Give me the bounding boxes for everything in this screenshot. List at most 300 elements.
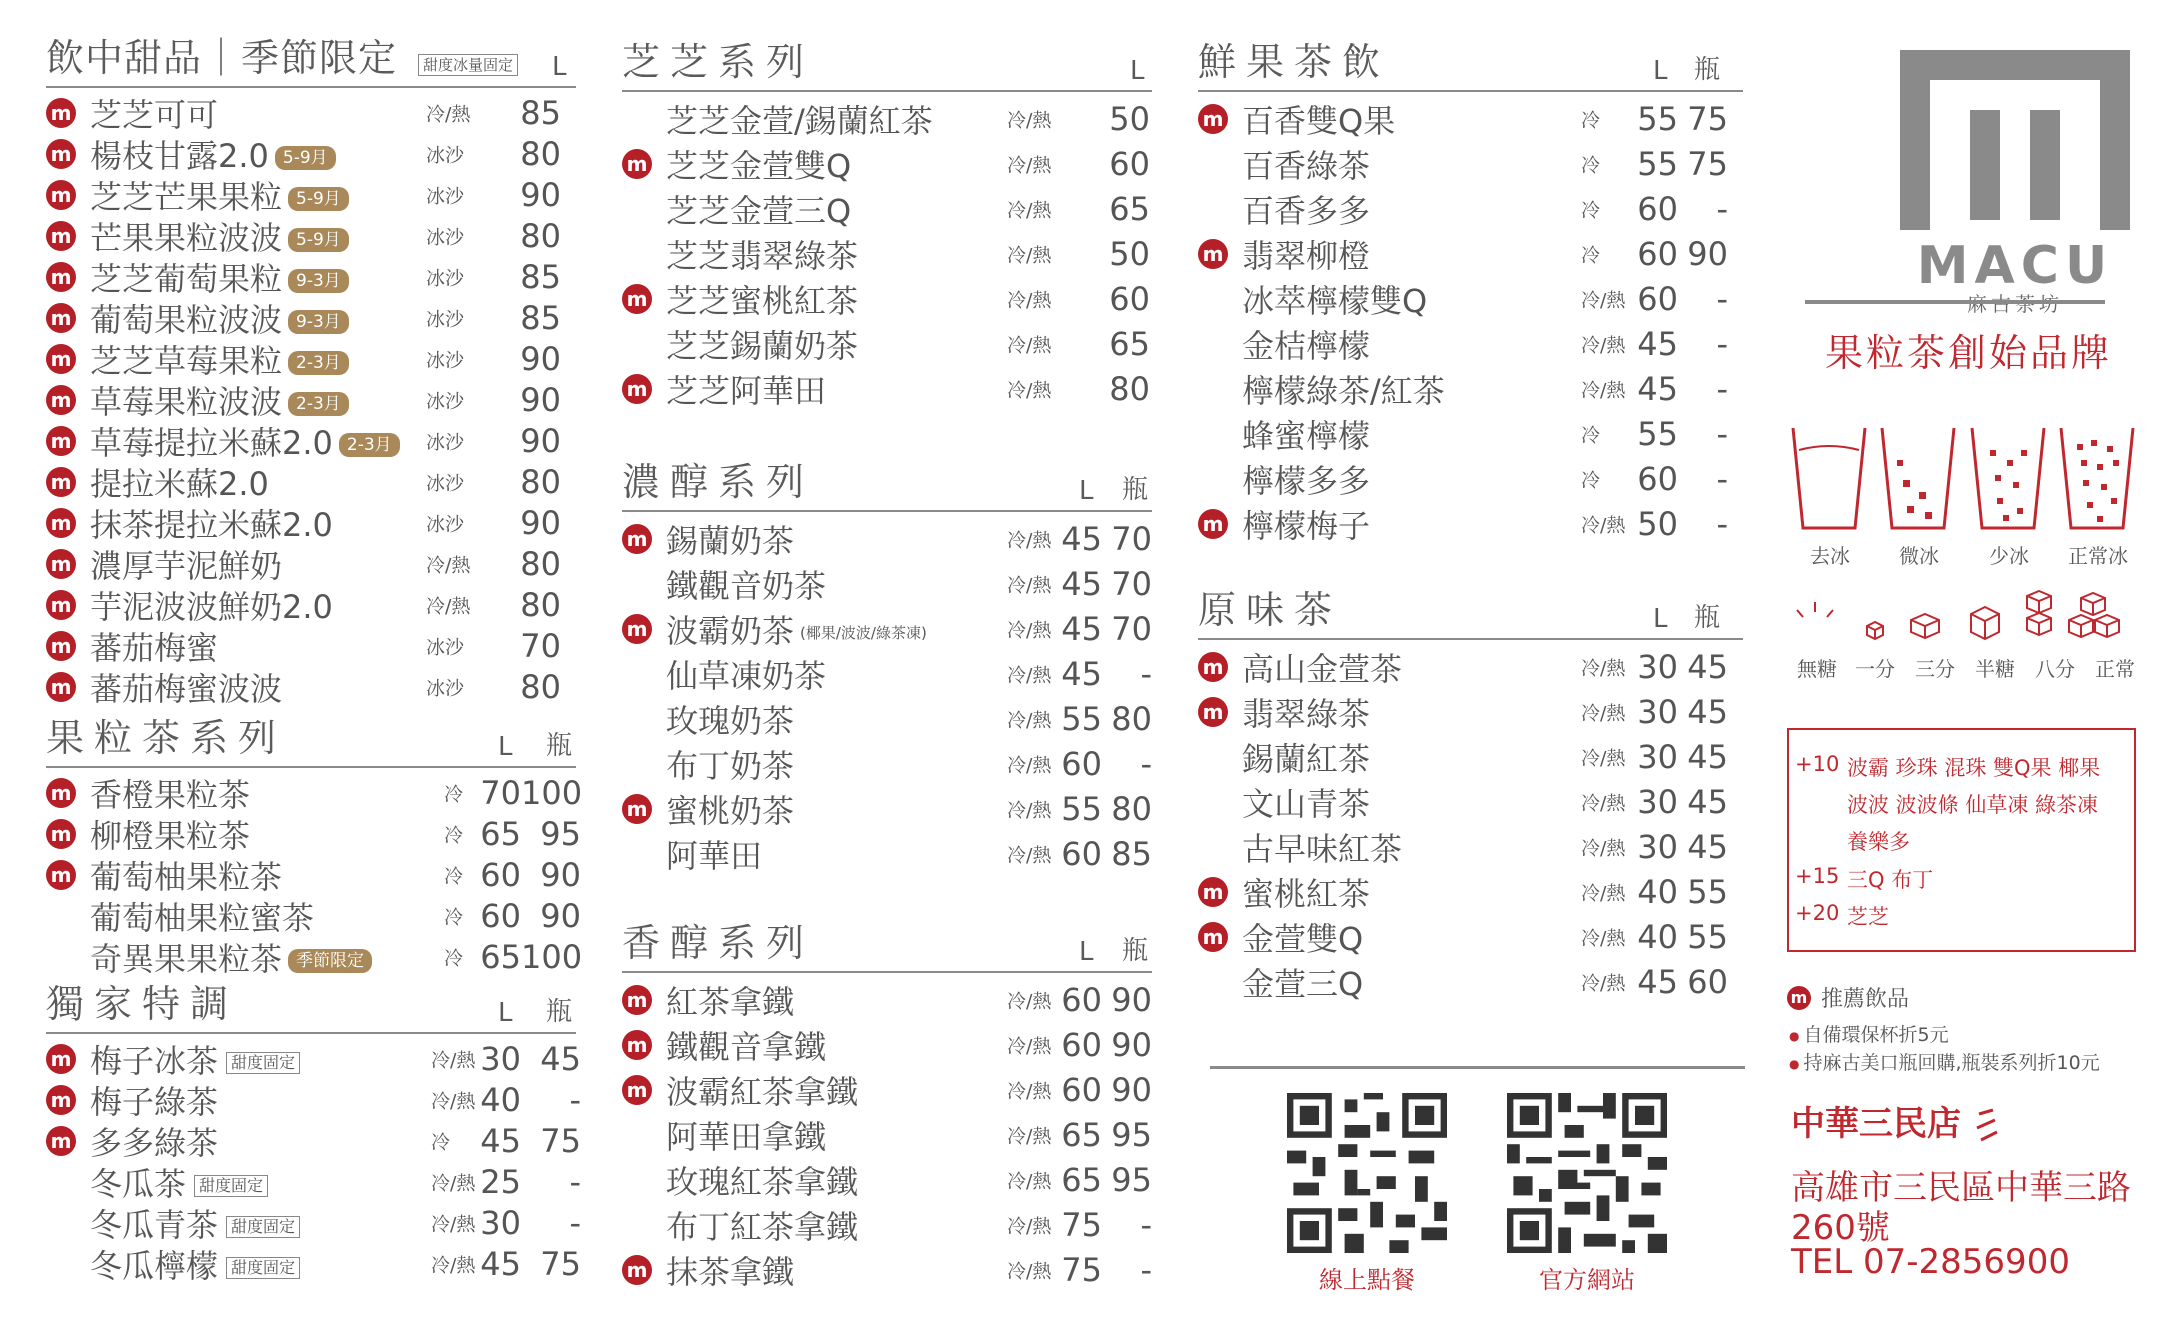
item-name-text: 翡翠綠茶: [1242, 694, 1371, 733]
item-name: [666, 96, 933, 142]
item-price-l: 55: [1061, 789, 1102, 828]
header-bottle: 瓶: [546, 731, 573, 761]
menu-item: [1198, 689, 1743, 734]
recommended-mark-icon: m: [622, 614, 652, 644]
recommended-mark-icon: m: [622, 1075, 652, 1105]
item-name-text: 金桔檸檬: [1242, 326, 1371, 365]
item-price-bottle: 85: [1111, 834, 1152, 873]
item-price-bottle: -: [1716, 369, 1728, 408]
menu-item: [46, 420, 576, 461]
menu-item: [622, 831, 1152, 876]
menu-item: [1198, 869, 1743, 914]
item-name-text: 檸檬綠茶/紅茶: [1242, 371, 1445, 410]
brand-divider: [1805, 300, 2105, 304]
item-price-l: 30: [480, 1203, 521, 1242]
item-price-l: 85: [520, 257, 561, 296]
qr-divider: [1210, 1066, 1745, 1069]
item-temperature: 冷/熱: [1007, 754, 1052, 776]
header-bottle: 瓶: [1122, 936, 1149, 966]
addon-list-10-line2: 波波 波波條 仙草凍 綠茶凍: [1847, 793, 2099, 817]
recommended-mark-icon: m: [46, 631, 76, 661]
item-name: [90, 1036, 300, 1082]
recommended-mark-icon: m: [1198, 697, 1228, 727]
item-name: [90, 582, 333, 628]
item-temperature: 冰沙: [426, 431, 465, 453]
item-price-l: 80: [520, 544, 561, 583]
item-name-text: 葡萄柚果粒蜜茶: [90, 898, 315, 937]
item-name-text: 芝芝蜜桃紅茶: [666, 281, 859, 320]
item-name: [90, 1118, 218, 1164]
item-price-l: 75: [1061, 1250, 1102, 1289]
item-temperature: 冷/熱: [1581, 837, 1626, 859]
recommended-label: 推薦飲品: [1821, 987, 1910, 1012]
ice-label-regular: 正常冰: [2068, 544, 2128, 568]
recommended-mark-icon: m: [46, 1085, 76, 1115]
menu-item: [46, 543, 576, 584]
item-price-bottle: 80: [1111, 699, 1152, 738]
addon-list-15: 三Q 布丁: [1847, 868, 1934, 892]
header-l: L: [1130, 56, 1145, 86]
recommended-mark-icon: m: [46, 508, 76, 538]
recommended-mark-icon: m: [1198, 104, 1228, 134]
item-temperature: 冰沙: [426, 144, 465, 166]
item-price-bottle: -: [1716, 189, 1728, 228]
item-price-bottle: 75: [1687, 99, 1728, 138]
item-price-l: 90: [520, 175, 561, 214]
recommended-mark-icon: m: [46, 385, 76, 415]
recommended-mark-icon: m: [622, 1030, 652, 1060]
sugar-full-icon: [2081, 593, 2105, 615]
item-list: [622, 516, 1152, 876]
menu-item: [46, 1243, 581, 1285]
item-price-bottle: -: [569, 1203, 581, 1242]
item-price-bottle: 75: [540, 1121, 581, 1160]
recommended-mark-icon: m: [622, 374, 652, 404]
item-list: [1198, 96, 1743, 546]
store-address-line2: 260號: [1791, 1208, 1890, 1248]
item-name-text: 芝芝金萱/錫蘭紅茶: [666, 101, 933, 140]
item-temperature: 冷/熱: [431, 1213, 476, 1235]
item-price-l: 30: [480, 1039, 521, 1078]
item-price-l: 90: [520, 503, 561, 542]
header-l: L: [1653, 604, 1668, 634]
item-price-l: 50: [1109, 234, 1150, 273]
season-tag: 9-3月: [288, 310, 349, 334]
sweetness-ice-fixed-note: 甜度冰量固定: [418, 54, 518, 76]
item-temperature: 冷/熱: [1007, 709, 1052, 731]
item-name-text: 芒果果粒波波: [90, 218, 283, 257]
official-site-qr-code[interactable]: [1507, 1093, 1667, 1253]
half-ice-cup-icon: [1972, 428, 2044, 528]
menu-item: [46, 1202, 581, 1244]
recommended-mark-icon: m: [46, 1126, 76, 1156]
item-temperature: 冷/熱: [1007, 619, 1052, 641]
menu-item: [46, 338, 576, 379]
recommended-mark-icon: m: [46, 139, 76, 169]
item-temperature: 冷/熱: [431, 1172, 476, 1194]
recommended-mark-icon: m: [46, 98, 76, 128]
item-name-text: 芝芝葡萄果粒: [90, 259, 283, 298]
item-name-text: 百香多多: [1242, 191, 1371, 230]
menu-item: [1198, 824, 1743, 869]
item-temperature: 冷/熱: [1007, 334, 1052, 356]
item-price-l: 30: [1637, 782, 1678, 821]
item-price-l: 90: [520, 421, 561, 460]
item-name-text: 蜜桃紅茶: [1242, 874, 1371, 913]
item-name: [90, 1159, 268, 1205]
item-price-l: 60: [1637, 234, 1678, 273]
recommended-mark-icon: m: [46, 467, 76, 497]
section-header: [1198, 40, 1743, 92]
item-price-bottle: -: [1716, 279, 1728, 318]
item-price-l: 60: [480, 855, 521, 894]
item-list: [46, 1038, 581, 1285]
item-temperature: 冰沙: [426, 513, 465, 535]
season-tag: 9-3月: [288, 269, 349, 293]
toppings-price-box: [1787, 728, 2136, 952]
header-l: L: [1079, 937, 1094, 967]
item-temperature: 冷: [1581, 424, 1601, 446]
recommended-mark-icon: m: [46, 426, 76, 456]
section-fruit-tea: [46, 716, 583, 978]
item-name: [90, 811, 250, 857]
menu-item: [1198, 501, 1743, 546]
online-order-qr-code[interactable]: [1287, 1093, 1447, 1253]
item-name-text: 布丁紅茶拿鐵: [666, 1207, 859, 1246]
menu-item: [46, 215, 576, 256]
item-list: [622, 977, 1152, 1292]
item-name: [666, 321, 858, 367]
menu-item: [622, 651, 1152, 696]
item-price-l: 80: [520, 216, 561, 255]
item-price-bottle: 70: [1111, 609, 1152, 648]
sugar-label-30: 三分: [1915, 657, 1955, 681]
menu-item: [46, 1079, 581, 1121]
section-title: 原味茶: [1198, 588, 1343, 632]
sugar-label-10: 一分: [1855, 657, 1895, 681]
item-temperature: 冷/熱: [1007, 199, 1052, 221]
item-temperature: 冷/熱: [1581, 514, 1626, 536]
item-temperature: 冷/熱: [1581, 792, 1626, 814]
item-temperature: 冷/熱: [1581, 289, 1626, 311]
menu-item: [46, 584, 576, 625]
item-price-bottle: 90: [1111, 1025, 1152, 1064]
menu-item: [622, 1112, 1152, 1157]
item-name: [1242, 321, 1370, 367]
discount-note-cup: ● 自備環保杯折5元: [1789, 1020, 1949, 1047]
section-title: 芝芝系列: [622, 40, 815, 84]
item-name: [1242, 366, 1445, 412]
item-price-l: 90: [520, 380, 561, 419]
item-temperature: 冰沙: [426, 390, 465, 412]
recommended-mark-icon: m: [46, 590, 76, 620]
item-name: [1242, 824, 1402, 870]
menu-item: [46, 502, 576, 543]
item-price-bottle: 60: [1687, 962, 1728, 1001]
item-price-l: 65: [480, 937, 521, 976]
item-name: [1242, 141, 1370, 187]
item-name: [1242, 411, 1370, 457]
item-list: [46, 772, 583, 978]
official-site-label: 官方網站: [1539, 1266, 1635, 1294]
item-temperature: 冰沙: [426, 185, 465, 207]
item-subnote: (椰果/波波/綠茶凍): [800, 624, 927, 642]
item-name-text: 抹茶提拉米蘇2.0: [90, 505, 333, 544]
item-name: [1242, 276, 1427, 322]
item-name: [90, 213, 349, 259]
item-price-l: 55: [1637, 414, 1678, 453]
menu-item: [1198, 779, 1743, 824]
recommended-mark-icon: m: [46, 262, 76, 292]
menu-item: [1198, 96, 1743, 141]
item-temperature: 冷: [1581, 244, 1601, 266]
item-price-bottle: 55: [1687, 872, 1728, 911]
item-price-l: 60: [1061, 744, 1102, 783]
item-name: [666, 1022, 826, 1068]
item-name-text: 布丁奶茶: [666, 746, 795, 785]
item-temperature: 冷/熱: [1007, 664, 1052, 686]
item-temperature: 冷/熱: [431, 1254, 476, 1276]
item-name-text: 芝芝阿華田: [666, 371, 827, 410]
menu-item: [622, 366, 1152, 411]
item-name: [90, 1077, 218, 1123]
item-name-text: 梅子冰茶: [90, 1041, 219, 1080]
item-price-l: 40: [480, 1080, 521, 1119]
item-price-l: 85: [520, 93, 561, 132]
season-tag: 5-9月: [275, 146, 336, 170]
item-name: [90, 664, 282, 710]
item-name: [666, 561, 826, 607]
season-tag: 5-9月: [288, 228, 349, 252]
item-temperature: 冰沙: [426, 267, 465, 289]
item-name: [666, 276, 858, 322]
menu-item: [46, 1161, 581, 1203]
item-name: [666, 1247, 794, 1293]
item-name: [90, 90, 218, 136]
item-name-text: 冬瓜茶: [90, 1164, 187, 1203]
item-name: [666, 366, 826, 412]
section-special: [46, 982, 581, 1285]
item-price-bottle: -: [1716, 504, 1728, 543]
menu-item: [622, 786, 1152, 831]
sugar-label-80: 八分: [2035, 657, 2075, 681]
menu-item: [46, 133, 576, 174]
item-list: [1198, 644, 1743, 1004]
menu-item: [1198, 644, 1743, 689]
store-name: [1791, 1096, 2003, 1145]
item-price-l: 65: [1109, 189, 1150, 228]
recommended-mark-icon: m: [46, 180, 76, 210]
item-temperature: 冷: [444, 947, 464, 969]
menu-item: [46, 936, 583, 978]
item-price-l: 45: [1061, 654, 1102, 693]
item-price-bottle: 70: [1111, 519, 1152, 558]
item-temperature: 冷: [1581, 154, 1601, 176]
item-temperature: 冰沙: [426, 472, 465, 494]
header-bottle: 瓶: [1694, 55, 1721, 85]
item-name: [1242, 734, 1370, 780]
item-name: [1242, 779, 1370, 825]
item-price-l: 45: [1061, 519, 1102, 558]
item-list: [46, 92, 576, 707]
section-header: [622, 921, 1152, 973]
item-price-l: 30: [1637, 647, 1678, 686]
section-title: 香醇系列: [622, 921, 815, 965]
ice-label-none: 去冰: [1810, 544, 1850, 568]
section-header: [46, 982, 576, 1034]
item-name: [1242, 689, 1370, 735]
menu-item: [46, 666, 576, 707]
item-temperature: 冷/熱: [1007, 1260, 1052, 1282]
item-name-text: 仙草凍奶茶: [666, 656, 827, 695]
item-name-text: 冬瓜青茶: [90, 1205, 219, 1244]
item-temperature: 冰沙: [426, 677, 465, 699]
item-price-l: 55: [1061, 699, 1102, 738]
recommended-mark-icon: m: [1198, 239, 1228, 269]
section-header: [622, 40, 1152, 92]
season-tag: 季節限定: [288, 949, 372, 973]
store-phone: TEL 07-2856900: [1791, 1242, 2070, 1282]
header-l: L: [1079, 476, 1094, 506]
season-tag: 2-3月: [288, 392, 349, 416]
item-price-l: 55: [1637, 99, 1678, 138]
item-price-bottle: -: [569, 1162, 581, 1201]
item-name-text: 奇異果果粒茶: [90, 939, 283, 978]
item-name: [1242, 96, 1395, 142]
item-name-text: 檸檬梅子: [1242, 506, 1371, 545]
item-temperature: 冷/熱: [1007, 109, 1052, 131]
item-temperature: 冷: [444, 824, 464, 846]
item-name: [666, 831, 762, 877]
menu-item: [46, 895, 581, 937]
item-name: [666, 696, 794, 742]
item-price-l: 45: [1061, 609, 1102, 648]
section-header: [1198, 588, 1743, 640]
item-name: [666, 786, 794, 832]
item-name-text: 古早味紅茶: [1242, 829, 1403, 868]
no-ice-cup-icon: [1793, 428, 1865, 528]
section-title: 飲中甜品｜季節限定: [46, 36, 398, 80]
item-temperature: 冷/熱: [1007, 1080, 1052, 1102]
header-l: L: [1653, 56, 1668, 86]
item-name-text: 金萱三Q: [1242, 964, 1364, 1003]
item-temperature: 冷/熱: [1581, 657, 1626, 679]
item-price-bottle: 45: [1687, 827, 1728, 866]
header-bottle: 瓶: [1122, 475, 1149, 505]
item-price-bottle: -: [1140, 744, 1152, 783]
item-price-l: 45: [480, 1121, 521, 1160]
item-temperature: 冷/熱: [1581, 927, 1626, 949]
section-title: 果粒茶系列: [46, 716, 287, 760]
menu-item: [46, 772, 583, 814]
recommended-mark-icon: m: [622, 794, 652, 824]
item-price-l: 65: [1061, 1160, 1102, 1199]
item-name-text: 梅子綠茶: [90, 1082, 219, 1121]
item-temperature: 冷/熱: [1007, 1170, 1052, 1192]
recommended-mark-icon: m: [1787, 986, 1811, 1010]
item-price-l: 25: [480, 1162, 521, 1201]
item-name: [90, 893, 314, 939]
item-name: [90, 1200, 300, 1246]
item-price-l: 65: [480, 814, 521, 853]
item-name: [666, 606, 927, 652]
item-price-bottle: -: [569, 1080, 581, 1119]
addon-price-20: +20: [1795, 901, 1840, 925]
no-sugar-icon: [1827, 610, 1833, 617]
item-name-text: 冬瓜檸檬: [90, 1246, 219, 1285]
item-temperature: 冷: [1581, 469, 1601, 491]
item-price-l: 80: [520, 585, 561, 624]
item-name-text: 芝芝金萱三Q: [666, 191, 852, 230]
item-name: [666, 651, 826, 697]
item-temperature: 冷: [1581, 109, 1601, 131]
item-name-text: 蕃茄梅蜜波波: [90, 669, 283, 708]
menu-item: [1198, 141, 1743, 186]
item-name: [90, 623, 218, 669]
item-price-bottle: 45: [1687, 782, 1728, 821]
section-title: 鮮果茶飲: [1198, 40, 1391, 84]
recommended-mark-icon: m: [46, 672, 76, 702]
addon-price-15: +15: [1795, 864, 1840, 888]
item-name: [1242, 644, 1402, 690]
menu-item: [1198, 959, 1743, 1004]
item-name-text: 抹茶拿鐵: [666, 1252, 795, 1291]
item-name-text: 葡萄果粒波波: [90, 300, 283, 339]
item-price-l: 45: [480, 1244, 521, 1283]
item-name-text: 芝芝錫蘭奶茶: [666, 326, 859, 365]
item-name-text: 錫蘭紅茶: [1242, 739, 1371, 778]
item-price-bottle: -: [1140, 1250, 1152, 1289]
item-price-l: 45: [1637, 324, 1678, 363]
item-price-bottle: 95: [540, 814, 581, 853]
item-price-bottle: 90: [1687, 234, 1728, 273]
store-name-text: 中華三民店: [1791, 1104, 1961, 1144]
item-name: [666, 1202, 858, 1248]
menu-item: [622, 696, 1152, 741]
item-name-text: 葡萄柚果粒茶: [90, 857, 283, 896]
item-temperature: 冷/熱: [1007, 289, 1052, 311]
item-price-bottle: -: [1140, 654, 1152, 693]
item-name-text: 草莓提拉米蘇2.0: [90, 423, 333, 462]
menu-item: [46, 256, 576, 297]
item-price-l: 60: [1637, 459, 1678, 498]
less-ice-cup-icon: [1882, 428, 1954, 528]
item-temperature: 冷/熱: [1007, 844, 1052, 866]
item-price-l: 70: [480, 773, 521, 812]
recommended-mark-icon: m: [622, 524, 652, 554]
item-name-text: 紅茶拿鐵: [666, 982, 795, 1021]
item-name: [1242, 914, 1363, 960]
sweetness-fixed-note: 甜度固定: [226, 1052, 300, 1074]
menu-item: [622, 516, 1152, 561]
store-squiggle-icon: [1973, 1108, 2003, 1144]
item-price-l: 90: [520, 339, 561, 378]
sugar-10-icon: [1867, 622, 1883, 639]
item-name-text: 玫瑰紅茶拿鐵: [666, 1162, 859, 1201]
item-temperature: 冰沙: [426, 636, 465, 658]
menu-item: [1198, 366, 1743, 411]
menu-item: [622, 321, 1152, 366]
item-name-text: 濃厚芋泥鮮奶: [90, 546, 283, 585]
item-temperature: 冷/熱: [431, 1049, 476, 1071]
item-name-text: 波霸紅茶拿鐵: [666, 1072, 859, 1111]
menu-item: [622, 1202, 1152, 1247]
item-name: [90, 500, 333, 546]
macu-logo: [1895, 45, 2135, 315]
item-name: [1242, 501, 1370, 547]
item-price-l: 60: [1061, 1025, 1102, 1064]
menu-item: [46, 379, 576, 420]
